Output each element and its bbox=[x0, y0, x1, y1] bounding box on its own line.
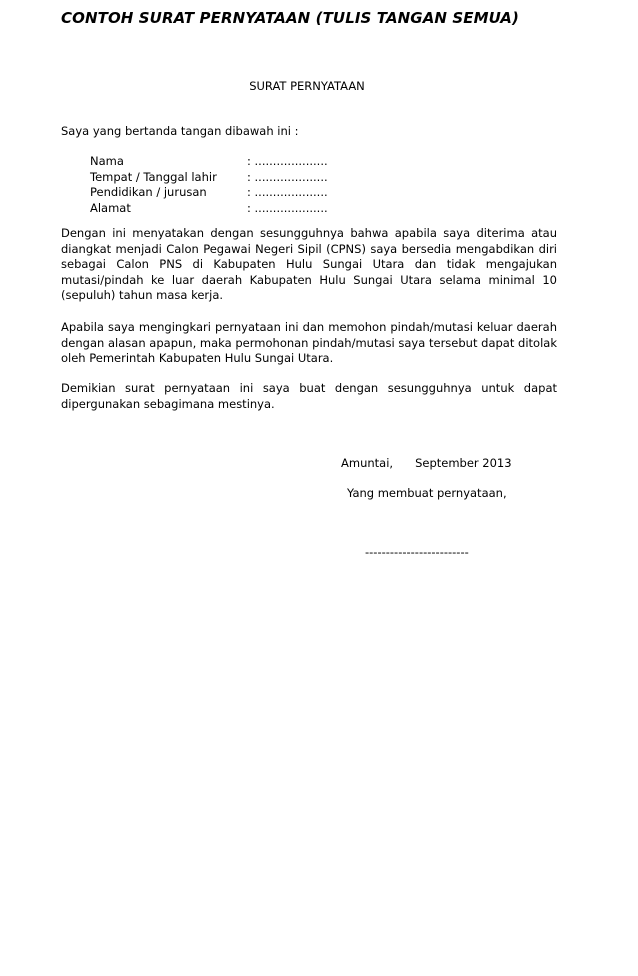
closing-paragraph: Demikian surat pernyataan ini saya buat dengan sesungguhnya untuk dapat dipergunakan sebagimana mestinya. bbox=[61, 381, 557, 411]
field-label: Nama bbox=[90, 154, 124, 168]
place: Amuntai, bbox=[341, 456, 394, 470]
field-row-pendidikan-jurusan bbox=[90, 185, 328, 201]
date: September 2013 bbox=[415, 456, 512, 470]
field-row-tempat-tanggal-lahir bbox=[90, 170, 328, 186]
field-label: Pendidikan / jurusan bbox=[90, 185, 207, 199]
document-heading: CONTOH SURAT PERNYATAAN (TULIS TANGAN SEMUA) bbox=[61, 9, 519, 27]
signature-line: ------------------------- bbox=[365, 545, 469, 559]
field-label: Tempat / Tanggal lahir bbox=[90, 169, 217, 184]
field-value: : .................... bbox=[247, 154, 328, 168]
statement-paragraph: Dengan ini menyatakan dengan sesungguhnya bahwa apabila saya diterima atau diangkat menjadi Calon Pegawai Negeri Sipil (CPNS) saya bersedia mengabdikan diri sebagai Calon PNS di Kabupaten Hulu Sungai Utara dan tidak mengajukan mutasi/pindah ke luar daerah Kabupaten Hulu Sungai Utara selama minimal 10 (sepuluh) tahun masa kerja. bbox=[61, 226, 557, 303]
identity-fields bbox=[90, 154, 328, 216]
field-value: : .................... bbox=[247, 169, 328, 184]
field-row-alamat bbox=[90, 201, 328, 217]
field-row-nama bbox=[90, 154, 328, 170]
field-label: Alamat bbox=[90, 200, 131, 215]
field-value: : .................... bbox=[247, 185, 328, 199]
intro-text: Saya yang bertanda tangan dibawah ini : bbox=[61, 124, 299, 138]
field-value: : .................... bbox=[247, 200, 328, 215]
consequence-paragraph: Apabila saya mengingkari pernyataan ini dan memohon pindah/mutasi keluar daerah dengan alasan apapun, maka permohonan pindah/mutasi saya tersebut dapat ditolak oleh Pemerintah Kabupaten Hulu Sungai Utara. bbox=[61, 320, 557, 366]
letter-title: SURAT PERNYATAAN bbox=[249, 79, 365, 93]
place-date bbox=[341, 456, 512, 470]
signer-label: Yang membuat pernyataan, bbox=[347, 486, 507, 500]
